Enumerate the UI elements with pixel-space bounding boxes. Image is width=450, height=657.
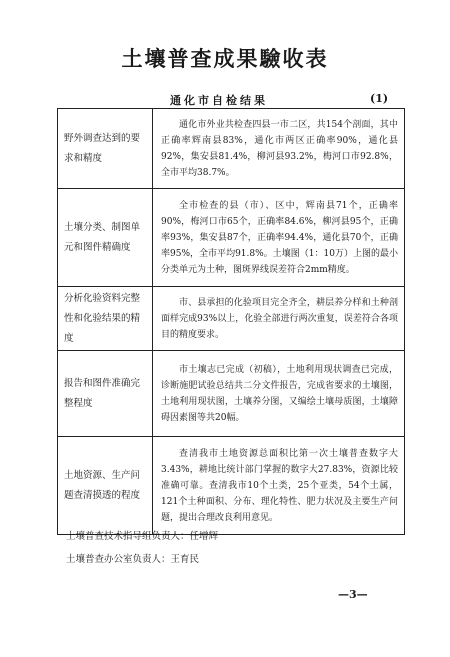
table-row	[58, 437, 405, 535]
row-label: 野外调查达到的要求和精度	[58, 109, 153, 189]
acceptance-table	[57, 108, 405, 535]
row-content-text: 全市检查的县（市）、区中，辉南县71个，正确率90%，梅河口市65个，正确率84.6%，柳河县95个，正确率93%，集安县87个，正确率94.4%，通化县70个，正确率95%，全市平均91.8%。土壤图（1：10万）上图的最小分类单元为土种，图斑界线误差符合2mm精度。	[161, 200, 398, 275]
row-label: 分析化验资料完整性和化验结果的精度	[58, 287, 153, 351]
row-content	[153, 351, 405, 437]
table-row	[58, 351, 405, 437]
page-number: —3—	[338, 588, 368, 601]
row-content	[153, 437, 405, 535]
row-content	[153, 109, 405, 189]
technical-lead-signature: 土壤普查技术指导组负责人：任增辉	[66, 531, 219, 542]
row-content-text: 查清我市土地资源总面积比第一次土壤普查数字大3.43%，耕地比统计部门掌握的数字大27.83%，资源比较准确可靠。查清我市10个土类，25个亚类，54个土属，121个土种面积、分布、理化特性、肥力状况及主要生产问题，提出合理改良利用意见。	[161, 448, 398, 523]
row-label: 土壤分类、制图单元和图件精确度	[58, 189, 153, 287]
table-row	[58, 287, 405, 351]
office-lead-signature: 土壤普查办公室负责人：王育民	[66, 554, 200, 565]
row-content	[153, 287, 405, 351]
section-subtitle: 通化市自检结果	[170, 94, 268, 107]
document-title: 土壤普查成果驗收表	[121, 46, 329, 71]
row-label: 报告和图件准确完整程度	[58, 351, 153, 437]
table-row	[58, 109, 405, 189]
row-content-text: 市土壤志已完成（初稿），土地利用现状调查已完成，诊断施肥试验总结共二分文件报告，完成省要求的土壤图，土地利用现状图，土壤养分图，又编绘土壤母质图，土壤障碍因素图等共20幅。	[161, 364, 398, 423]
row-content-text: 市、县承担的化验项目完全齐全，耕层养分样和土种剖面样完成93%以上，化验全部进行两次重复，误差符合各项目的精度要求。	[161, 297, 398, 340]
table-index: (1)	[370, 92, 389, 105]
row-content	[153, 189, 405, 287]
row-label: 土地资源、生产问题查清摸透的程度	[58, 437, 153, 535]
row-content-text: 通化市外业共检查四县一市二区，共154个剖面，其中正确率辉南县83%，通化市两区正确率90%，通化县92%，集安县81.4%，柳河县93.2%，梅河口市92.8%，全市平均38.7%。	[161, 119, 398, 178]
table-row	[58, 189, 405, 287]
